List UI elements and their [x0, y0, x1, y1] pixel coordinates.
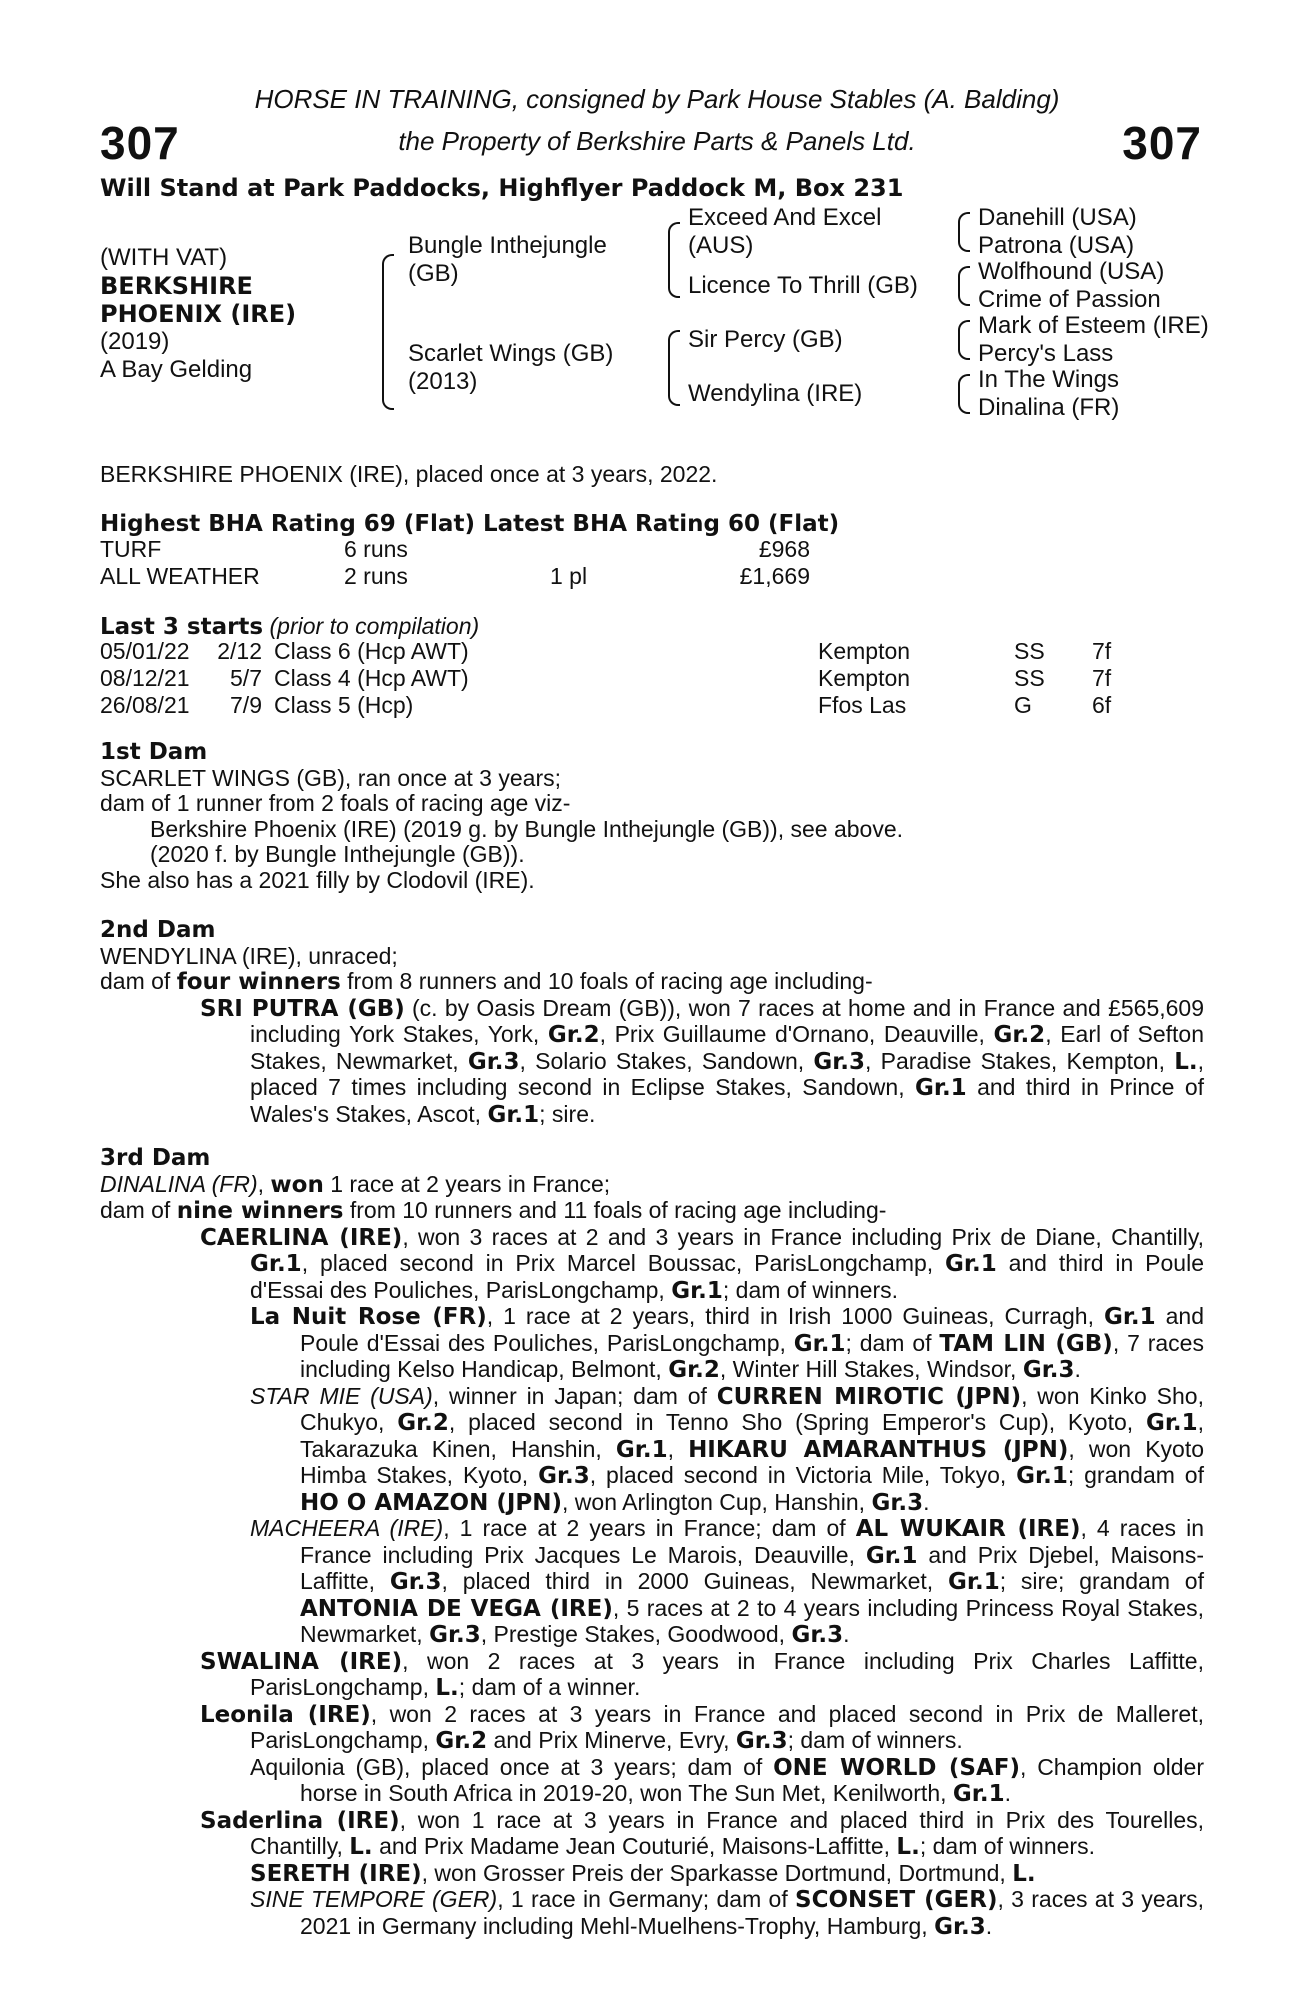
second-dam-line: dam of four winners from 8 runners and 10 foals of racing age including- — [100, 968, 873, 995]
grandparent-1: Danehill (USA) — [978, 204, 1137, 231]
date-cell: 05/01/22 — [100, 638, 190, 664]
date-cell: 26/08/21 — [100, 692, 190, 718]
distance-cell: 7f — [1092, 665, 1112, 691]
prize-cell: £968 — [758, 536, 810, 562]
bha-rating: Highest BHA Rating 69 (Flat) Latest BHA Rating 60 (Flat) — [100, 511, 840, 537]
pedigree-brace-2a — [668, 222, 680, 298]
grandparent-6: Percy's Lass — [978, 340, 1114, 367]
table-row — [100, 638, 1111, 665]
last-starts-title: Last 3 starts — [100, 614, 264, 640]
distance-cell: 6f — [1092, 692, 1112, 718]
position-cell: 7/9 — [230, 692, 262, 718]
produce-entry: SINE TEMPORE (GER), 1 race in Germany; dam of SCONSET (GER), 3 races at 3 years, 2021 in Germany including Mehl-Muelhens-Trophy, Hamburg, Gr.3. — [250, 1886, 1205, 1940]
grandparent-7: In The Wings — [978, 366, 1119, 393]
third-dam-section — [100, 1146, 1204, 1940]
position-cell: 5/7 — [230, 665, 262, 691]
first-dam-line: She also has a 2021 filly by Clodovil (IRE). — [100, 866, 535, 893]
second-dam-line: WENDYLINA (IRE), unraced; — [100, 942, 398, 969]
vat-note: (WITH VAT) — [100, 244, 228, 271]
pedigree-brace-3b — [958, 266, 970, 306]
produce-entry: La Nuit Rose (FR), 1 race at 2 years, third in Irish 1000 Guineas, Curragh, Gr.1 and Poule d'Essai des Pouliches, ParisLongchamp, Gr.1; dam of TAM LIN (GB), 7 races including Kelso Handicap, Belmont, Gr.2, Winter Hill Stakes, Windsor, Gr.3. — [250, 1303, 1205, 1383]
grandparent-8: Dinalina (FR) — [978, 394, 1120, 421]
class-cell: Class 5 (Hcp) — [274, 692, 414, 718]
position-cell: 2/12 — [217, 638, 262, 664]
surface-cell: ALL WEATHER — [100, 563, 260, 589]
grandparent-4: Crime of Passion — [978, 286, 1161, 313]
prize-cell: £1,669 — [739, 563, 810, 589]
dam-line2: (2013) — [408, 368, 478, 395]
pedigree-brace-3d — [958, 374, 970, 414]
produce-entry: STAR MIE (USA), winner in Japan; dam of CURREN MIROTIC (JPN), won Kinko Sho, Chukyo, Gr.2, placed second in Tenno Sho (Spring Emperor's Cup), Kyoto, Gr.1, Takarazuka Kinen, Hanshin, Gr.1, HIKARU AMARANTHUS (JPN), won Kyoto Himba Stakes, Kyoto, Gr.3, placed second in Victoria Mile, Tokyo, Gr.1; grandam of HO O AMAZON (JPN), won Arlington Cup, Hanshin, Gr.3. — [250, 1382, 1205, 1516]
course-cell: Kempton — [818, 638, 911, 664]
produce-entry: Saderlina (IRE), won 1 race at 3 years in France and placed third in Prix des Tourelles, Chantilly, L. and Prix Madame Jean Couturié, Maisons-Laffitte, L.; dam of winners. — [200, 1806, 1204, 1860]
consignor-line: HORSE IN TRAINING, consigned by Park House Stables (A. Balding) — [254, 84, 1060, 114]
last-starts-heading — [100, 612, 479, 641]
second-dam-section — [100, 918, 1204, 1128]
winner-name: SRI PUTRA (GB) — [200, 995, 405, 1022]
table-row — [100, 692, 1111, 719]
horse-description: A Bay Gelding — [100, 356, 253, 383]
distance-cell: 7f — [1092, 638, 1112, 664]
placed-cell — [550, 536, 680, 563]
third-dam-title: 3rd Dam — [100, 1145, 211, 1171]
pedigree-brace-3a — [958, 212, 970, 252]
first-dam-section — [100, 740, 1204, 893]
last-starts-table — [100, 638, 1111, 719]
produce-entry: CAERLINA (IRE), won 3 races at 2 and 3 years in France including Prix de Diane, Chantilly, Gr.1, placed second in Prix Marcel Boussac, ParisLongchamp, Gr.1 and third in Poule d'Essai des Pouliches, ParisLongchamp, Gr.1; dam of winners. — [200, 1223, 1205, 1304]
going-cell: SS — [1014, 665, 1045, 691]
course-cell: Kempton — [818, 665, 911, 691]
dam-line1: Scarlet Wings (GB) — [408, 340, 614, 367]
course-cell: Ffos Las — [818, 692, 907, 718]
first-dam-line: SCARLET WINGS (GB), ran once at 3 years; — [100, 764, 561, 791]
produce-entry: Aquilonia (GB), placed once at 3 years; dam of ONE WORLD (SAF), Champion older horse in South Africa in 2019-20, won The Sun Met, Kenilworth, Gr.1. — [250, 1753, 1204, 1807]
going-cell: SS — [1014, 638, 1045, 664]
sire-sire-line1: Exceed And Excel — [688, 204, 882, 231]
first-dam-title: 1st Dam — [100, 739, 208, 765]
class-cell: Class 4 (Hcp AWT) — [274, 665, 469, 691]
owner-line: the Property of Berkshire Parts & Panels Ltd. — [398, 126, 916, 156]
dam-dam: Wendylina (IRE) — [688, 380, 863, 407]
produce-entry: SWALINA (IRE), won 2 races at 3 years in France including Prix Charles Laffitte, ParisLongchamp, L.; dam of a winner. — [200, 1647, 1204, 1701]
sire-line1: Bungle Inthejungle — [408, 232, 607, 259]
date-cell: 08/12/21 — [100, 665, 190, 691]
pedigree-brace-3c — [958, 320, 970, 360]
sire-line2: (GB) — [408, 260, 459, 287]
first-dam-line: (2020 f. by Bungle Inthejungle (GB)). — [150, 841, 525, 867]
grandparent-5: Mark of Esteem (IRE) — [978, 312, 1209, 339]
stand-location: Will Stand at Park Paddocks, Highflyer Paddock M, Box 231 — [100, 174, 904, 202]
runs-cell: 6 runs — [344, 536, 408, 562]
race-summary: BERKSHIRE PHOENIX (IRE), placed once at 3 years, 2022. — [100, 461, 718, 487]
race-record-table — [100, 536, 810, 590]
produce-entry: Leonila (IRE), won 2 races at 3 years in France and placed second in Prix de Malleret, ParisLongchamp, Gr.2 and Prix Minerve, Evry, Gr.3; dam of winners. — [200, 1700, 1204, 1754]
third-dam-line: DINALINA (FR), won 1 race at 2 years in France; — [100, 1170, 611, 1198]
grandparent-2: Patrona (USA) — [978, 232, 1135, 259]
table-row — [100, 536, 810, 563]
sire-sire-line2: (AUS) — [688, 232, 754, 259]
class-cell: Class 6 (Hcp AWT) — [274, 638, 469, 664]
pedigree-brace-1 — [382, 254, 394, 410]
lot-number-right: 307 — [1122, 117, 1202, 169]
pedigree-brace-2b — [668, 330, 680, 406]
horse-name-line2: PHOENIX (IRE) — [100, 300, 297, 328]
foaling-year: (2019) — [100, 328, 170, 355]
produce-entry: MACHEERA (IRE), 1 race at 2 years in France; dam of AL WUKAIR (IRE), 4 races in France including Prix Jacques Le Marois, Deauville, Gr.1 and Prix Djebel, Maisons-Laffitte, Gr.3, placed third in 2000 Guineas, Newmarket, Gr.1; sire; grandam of ANTONIA DE VEGA (IRE), 5 races at 2 to 4 years including Princess Royal Stakes, Newmarket, Gr.3, Prestige Stakes, Goodwood, Gr.3. — [250, 1515, 1205, 1648]
runs-cell: 2 runs — [344, 563, 408, 589]
grandparent-3: Wolfhound (USA) — [978, 258, 1165, 285]
placed-cell: 1 pl — [550, 563, 588, 589]
table-row — [100, 563, 810, 590]
produce-entry: SERETH (IRE), won Grosser Preis der Sparkasse Dortmund, Dortmund, L. — [250, 1859, 1036, 1887]
going-cell: G — [1014, 692, 1032, 718]
horse-name-line1: BERKSHIRE — [100, 272, 253, 300]
surface-cell: TURF — [100, 536, 162, 562]
last-starts-note: (prior to compilation) — [269, 613, 480, 639]
first-dam-line: Berkshire Phoenix (IRE) (2019 g. by Bungle Inthejungle (GB)), see above. — [150, 815, 904, 842]
produce-entry: SRI PUTRA (GB) (c. by Oasis Dream (GB)), won 7 races at home and in France and £565,609 including York Stakes, York, Gr.2, Prix Guillaume d'Ornano, Deauville, Gr.2, Earl of Sefton Stakes, Newmarket, Gr.3, Solario Stakes, Sandown, Gr.3, Paradise Stakes, Kempton, L., placed 7 times including second in Eclipse Stakes, Sandown, Gr.1 and third in Prince of Wales's Stakes, Ascot, Gr.1; sire. — [200, 994, 1205, 1128]
dam-sire: Sir Percy (GB) — [688, 326, 843, 353]
table-row — [100, 665, 1111, 692]
third-dam-line: dam of nine winners from 10 runners and 11 foals of racing age including- — [100, 1197, 887, 1224]
second-dam-title: 2nd Dam — [100, 917, 216, 943]
first-dam-line: dam of 1 runner from 2 foals of racing age viz- — [100, 790, 571, 816]
sire-dam: Licence To Thrill (GB) — [688, 272, 918, 299]
lot-number-left: 307 — [100, 117, 180, 169]
